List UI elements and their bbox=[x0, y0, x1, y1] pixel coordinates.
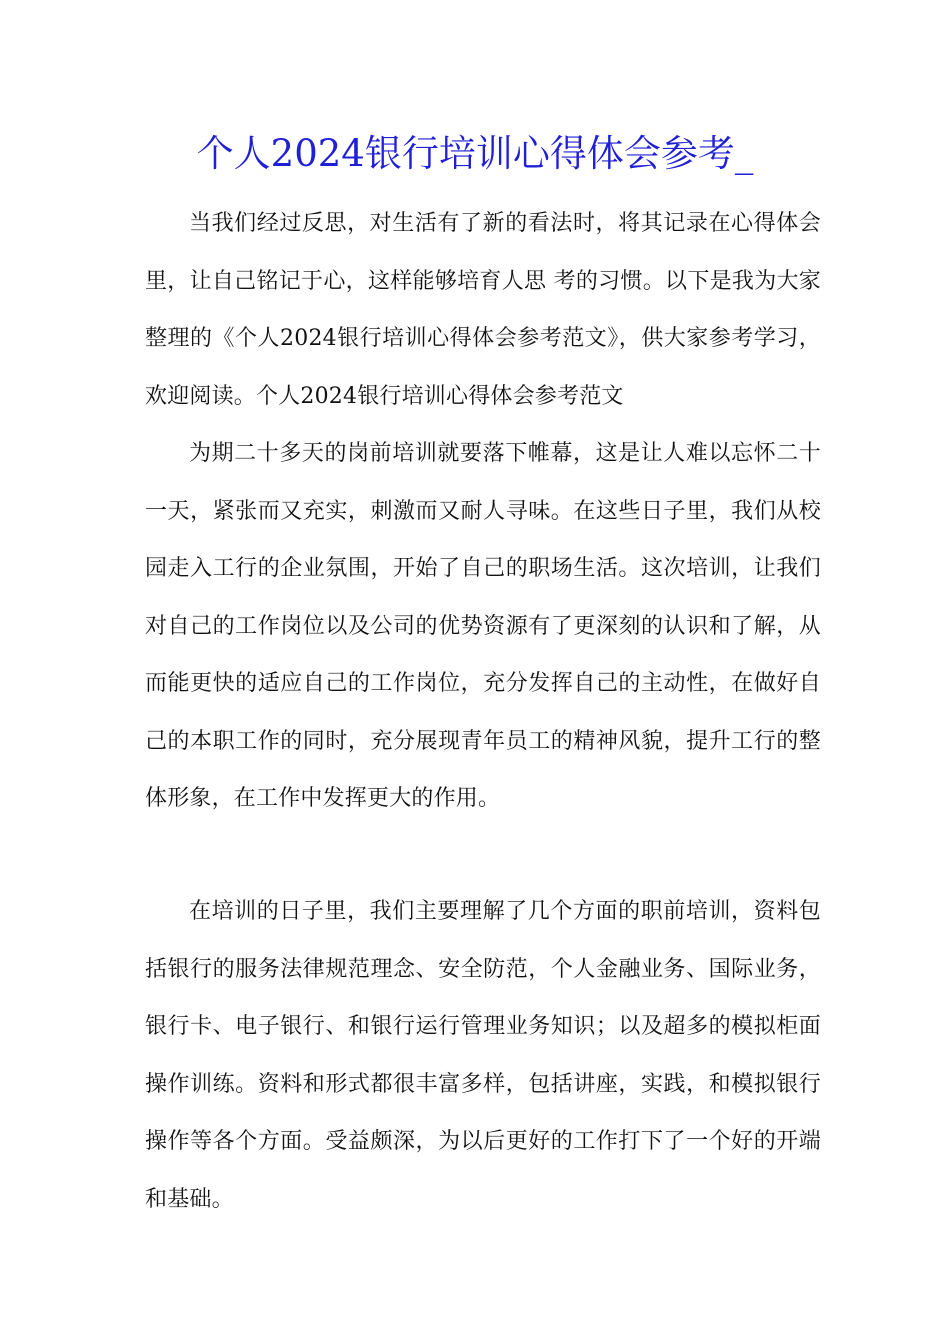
paragraph-training-content: 在培训的日子里，我们主要理解了几个方面的职前培训，资料包括银行的服务法律规范理念、安全防范，个人金融业务、国际业务，银行卡、电子银行、和银行运行管理业务知识；以及超多的模拟柜面操作训练。资料和形式都很丰富多样，包括讲座，实践，和模拟银行操作等各个方面。受益颇深，为以后更好的工作打下了一个好的开端和基础。 bbox=[145, 899, 821, 1212]
document-title: 个人2024银行培训心得体会参考_ bbox=[196, 132, 754, 175]
paragraph-intro: 当我们经过反思，对生活有了新的看法时，将其记录在心得体会里，让自己铭记于心，这样能够培育人思 考的习惯。以下是我为大家整理的《个人2024银行培训心得体会参考范文》，供大家参考学习，欢迎阅读。个人2024银行培训心得体会参考范文 bbox=[145, 211, 821, 409]
paragraph-training-overview: 为期二十多天的岗前培训就要落下帷幕，这是让人难以忘怀二十一天，紧张而又充实，刺激而又耐人寻味。在这些日子里，我们从校园走入工行的企业氛围，开始了自己的职场生活。这次培训，让我们对自己的工作岗位以及公司的优势资源有了更深刻的认识和了解，从而能更快的适应自己的工作岗位，充分发挥自己的主动性，在做好自己的本职工作的同时，充分展现青年员工的精神风貌，提升工行的整体形象，在工作中发挥更大的作用。 bbox=[145, 441, 821, 811]
